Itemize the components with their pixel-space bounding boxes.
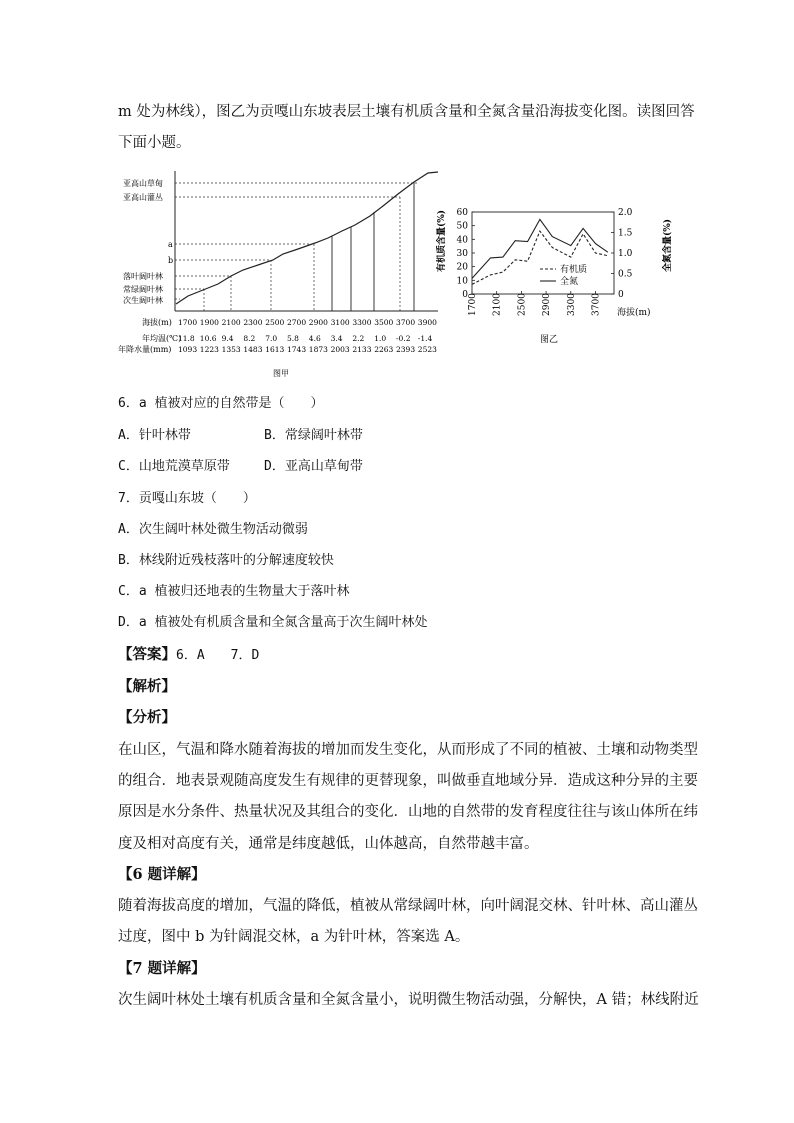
q7-option-a: A．次生阔叶林处微生物活动微弱 xyxy=(118,522,308,537)
series-line-全氮 xyxy=(472,219,608,278)
figure-a xyxy=(118,166,442,380)
precipitation-value: 1743 xyxy=(287,345,307,354)
temperature-value: 10.6 xyxy=(199,334,217,343)
row-label-altitude: 海拔(m) xyxy=(142,318,172,327)
y-right-tick-label: 1.0 xyxy=(618,249,633,259)
precipitation-value: 1353 xyxy=(221,345,241,354)
altitude-tick: 3700 xyxy=(396,318,416,327)
x-tick-label: 3700 xyxy=(591,293,602,316)
temperature-value: -0.2 xyxy=(396,334,411,343)
x-tick-label: 3300 xyxy=(566,293,577,316)
veg-label-deciduous: 落叶阔叶林 xyxy=(123,272,163,281)
fenxi-line-4: 度及相对高度有关，通常是纬度越低，山体越高，自然带越丰富。 xyxy=(118,836,539,852)
mountain-profile-line xyxy=(176,172,438,304)
figure-a-caption: 图甲 xyxy=(273,369,289,378)
y-right-tick-label: 2.0 xyxy=(618,208,633,218)
fenxi-heading: 【分析】 xyxy=(118,709,176,726)
fenxi-line-1: 在山区，气温和降水随着海拔的增加而发生变化，从而形成了不同的植被、土壤和动物类型 xyxy=(118,742,698,758)
veg-label-subalpine-meadow: 亚高山草甸 xyxy=(123,179,163,188)
q6-detail-line-2: 过度，图中 b 为针阔混交林，a 为针叶林，答案选 A。 xyxy=(118,929,470,945)
q6-detail-line-1: 随着海拔高度的增加，气温的降低，植被从常绿阔叶林，向叶阔混交林、针叶林、高山灌丛 xyxy=(118,898,698,914)
q6-detail-heading: 【6 题详解】 xyxy=(118,866,206,883)
legend-label: 有机质 xyxy=(560,265,588,275)
precipitation-value: 1223 xyxy=(199,345,219,354)
precipitation-value: 2003 xyxy=(330,345,350,354)
altitude-tick: 3500 xyxy=(374,318,394,327)
q7-option-d: D．a 植被处有机质含量和全氮含量高于次生阔叶林处 xyxy=(118,615,428,630)
temperature-value: -1.4 xyxy=(417,334,433,343)
altitude-tick: 3100 xyxy=(330,318,350,327)
y-right-tick-label: 1.5 xyxy=(618,228,633,239)
veg-label-subalpine-shrub: 亚高山灌丛 xyxy=(123,193,163,202)
intro-line-1: m 处为林线），图乙为贡嘎山东坡表层土壤有机质含量和全氮含量沿海拔变化图。读图回答 xyxy=(118,104,695,120)
row-label-precipitation: 年降水量(mm) xyxy=(118,345,172,354)
fenxi-line-2: 的组合．地表景观随高度发生有规律的更替现象，叫做垂直地域分异．造成这种分异的主要 xyxy=(118,773,698,789)
temperature-value: 1.0 xyxy=(374,334,387,343)
figure-b-chart xyxy=(432,200,682,350)
veg-label-evergreen: 常绿阔叶林 xyxy=(123,285,163,294)
temperature-value: 7.0 xyxy=(265,334,278,343)
temperature-value: 11.8 xyxy=(178,334,195,343)
precipitation-value: 1873 xyxy=(308,345,328,354)
answer-line xyxy=(118,645,259,666)
y-right-tick-label: 0 xyxy=(618,290,624,300)
q7-option-b: B．林线附近残枝落叶的分解速度较快 xyxy=(118,553,334,568)
temperature-value: 2.2 xyxy=(352,334,365,343)
q7-detail-line-1: 次生阔叶林处土壤有机质含量和全氮含量小，说明微生物活动强，分解快，A 错；林线附近 xyxy=(118,992,699,1008)
temperature-value: 9.4 xyxy=(221,334,234,343)
altitude-tick: 1900 xyxy=(199,318,219,327)
y-left-tick-label: 20 xyxy=(456,262,468,273)
x-tick-label: 2900 xyxy=(542,293,553,316)
precipitation-value: 1093 xyxy=(178,345,198,354)
row-label-temperature: 年均温(℃) xyxy=(142,334,182,343)
altitude-tick: 2500 xyxy=(265,318,285,327)
temperature-value: 8.2 xyxy=(243,334,256,343)
precipitation-value: 2133 xyxy=(352,345,372,354)
q6-option-d: D．亚高山草甸带 xyxy=(264,459,363,474)
y-left-tick-label: 30 xyxy=(456,249,468,259)
precipitation-value: 1613 xyxy=(265,345,285,354)
precipitation-value: 2523 xyxy=(417,345,437,354)
altitude-tick: 3900 xyxy=(417,318,437,327)
veg-label-secondary: 次生阔叶林 xyxy=(123,296,163,305)
y-left-tick-label: 0 xyxy=(462,290,468,300)
temperature-value: 5.8 xyxy=(287,334,299,343)
y-left-tick-label: 10 xyxy=(456,276,468,287)
question-7-stem: 7．贡嘎山东坡（ ） xyxy=(118,491,256,506)
altitude-tick: 2300 xyxy=(243,318,263,327)
altitude-tick: 2900 xyxy=(308,318,328,327)
answer-label: 【答案】 xyxy=(118,646,176,663)
veg-label-b: b xyxy=(168,256,174,265)
x-axis-label: 海拔(m) xyxy=(617,308,651,318)
y-right-tick-label: 0.5 xyxy=(618,269,633,280)
q7-option-c: C．a 植被归还地表的生物量大于落叶林 xyxy=(118,584,350,599)
q6-option-a: A．针叶林带 xyxy=(118,428,191,443)
veg-label-a: a xyxy=(168,240,173,249)
y-left-tick-label: 40 xyxy=(456,235,468,246)
figure-b-caption: 图乙 xyxy=(540,335,559,345)
precipitation-value: 1483 xyxy=(243,345,263,354)
y-right-axis-label: 全氮含量(%) xyxy=(663,218,673,272)
x-tick-label: 2100 xyxy=(492,293,503,316)
analysis-heading: 【解析】 xyxy=(118,678,176,695)
q6-option-b: B．常绿阔叶林带 xyxy=(264,428,363,443)
q7-detail-heading: 【7 题详解】 xyxy=(118,960,206,977)
x-tick-label: 2500 xyxy=(517,293,528,316)
fenxi-line-3: 原因是水分条件、热量状况及其组合的变化．山地的自然带的发育程度往往与该山体所在纬 xyxy=(118,804,698,820)
altitude-tick: 1700 xyxy=(178,318,198,327)
q6-option-c: C．山地荒漠草原带 xyxy=(118,459,230,474)
intro-line-2: 下面小题。 xyxy=(118,135,191,151)
temperature-value: 4.6 xyxy=(308,334,321,343)
altitude-tick: 3300 xyxy=(352,318,372,327)
temperature-value: 3.4 xyxy=(330,334,343,343)
precipitation-value: 2263 xyxy=(374,345,394,354)
x-tick-label: 1700 xyxy=(468,293,478,316)
altitude-tick: 2100 xyxy=(221,318,241,327)
altitude-tick: 2700 xyxy=(287,318,307,327)
y-left-axis-label: 有机质含量(%) xyxy=(437,209,447,272)
y-left-tick-label: 50 xyxy=(456,221,468,232)
question-6-stem: 6．a 植被对应的自然带是（ ） xyxy=(118,396,324,411)
answer-text: 6．A 7．D xyxy=(176,648,260,663)
precipitation-value: 2393 xyxy=(396,345,416,354)
legend-label: 全氮 xyxy=(560,277,579,287)
y-left-tick-label: 60 xyxy=(456,208,468,218)
